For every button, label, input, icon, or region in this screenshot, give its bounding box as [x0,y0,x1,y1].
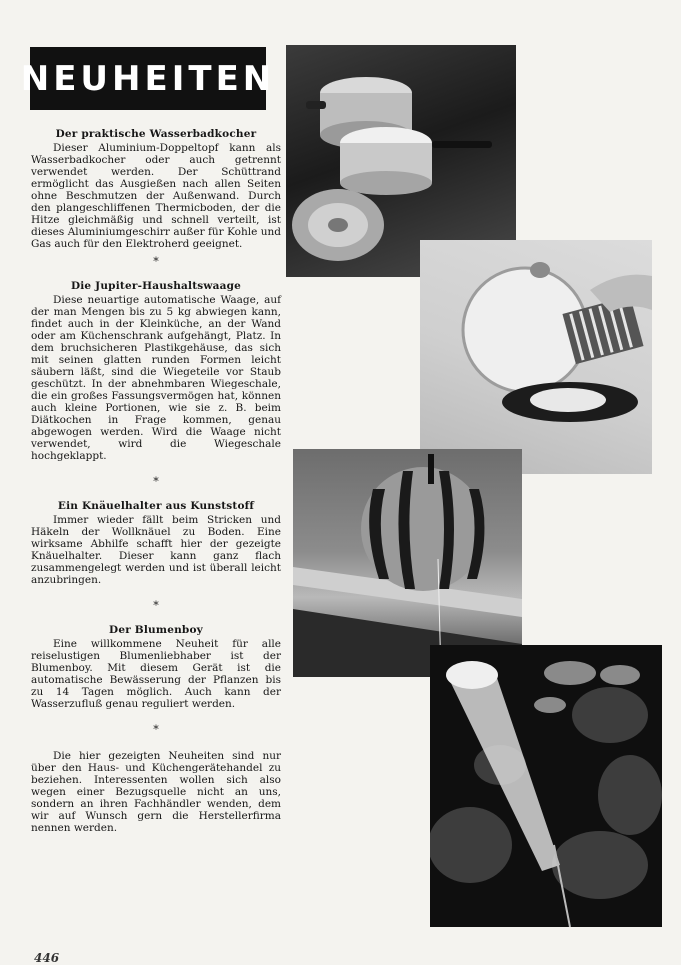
separator-star: * [153,255,159,268]
separator-star: * [153,475,159,488]
blumenboy-illustration [430,645,662,927]
article-body: Eine willkommene Neuheit für alle reiselustigen Blumenliebhaber ist der Blumenboy. Mit diesem Gerät ist die automatische Bewässerung der Pflanzen bis zu 14 Tagen möglich. Auch kann der Wasserzufluß genau reguliert werden. [31,638,281,710]
article-body: Immer wieder fällt beim Stricken und Häkeln der Wollknäuel zu Boden. Eine wirksame Abhilfe schafft hier der gezeigte Knäuelhalter. Dieser kann ganz flach zusammengelegt werden und ist überall leicht anzubringen. [31,514,281,586]
photo-blumenboy [430,645,662,927]
yarn-holder-illustration [293,449,522,677]
article-title: Der Blumenboy [109,624,203,636]
section-masthead: NEUHEITEN [30,47,266,110]
closing-note: Die hier gezeigten Neuheiten sind nur über den Haus- und Küchengerätehandel zu beziehen. Interessenten wollen sich also wegen einer Bezugsquelle nicht an uns, sondern an ihren Fachhändler wenden, dem wir auf Wunsch gern die Herstellerfirma nennen werden. [31,750,281,834]
article-body: Dieser Aluminium-Doppeltopf kann als Wasserbadkocher oder auch getrennt verwendet werden. Der Schüttrand ermöglicht das Ausgießen nach allen Seiten ohne Beschmutzen der Außenwand. Durch den plangeschliffenen Thermicboden, der die Hitze gleichmäßig und schnell verteilt, ist dieses Aluminiumgeschirr außer für Kohle und Gas auch für den Elektroherd geeignet. [31,142,281,250]
scale-illustration [420,240,652,474]
photo-kitchen-scale [420,240,652,474]
page-number: 446 [34,951,60,965]
article-body: Diese neuartige automatische Waage, auf der man Mengen bis zu 5 kg abwiegen kann, findet auch in der Kleinküche, an der Wand oder am Küchenschrank aufgehängt, Platz. In dem bruchsicheren Plastikgehäuse, das sich mit seinen glatten runden Formen leicht säubern läßt, sind die Wiegeteile vor Staub geschützt. In der abnehmbaren Wiegeschale, die ein großes Fassungsvermögen hat, können auch kleine Portionen, wie sie z. B. beim Diätkochen in Frage kommen, genau abgewogen werden. Wird die Waage nicht verwendet, wird die Wiegeschale hochgeklappt. [31,294,281,462]
article-title: Ein Knäuelhalter aus Kunststoff [57,500,255,512]
article-title: Der praktische Wasserbadkocher [55,128,257,140]
separator-star: * [153,599,159,612]
photo-yarn-holder [293,449,522,677]
article-title: Die Jupiter-Haushaltswaage [70,280,242,292]
separator-star: * [153,723,159,736]
text-column [31,128,281,834]
